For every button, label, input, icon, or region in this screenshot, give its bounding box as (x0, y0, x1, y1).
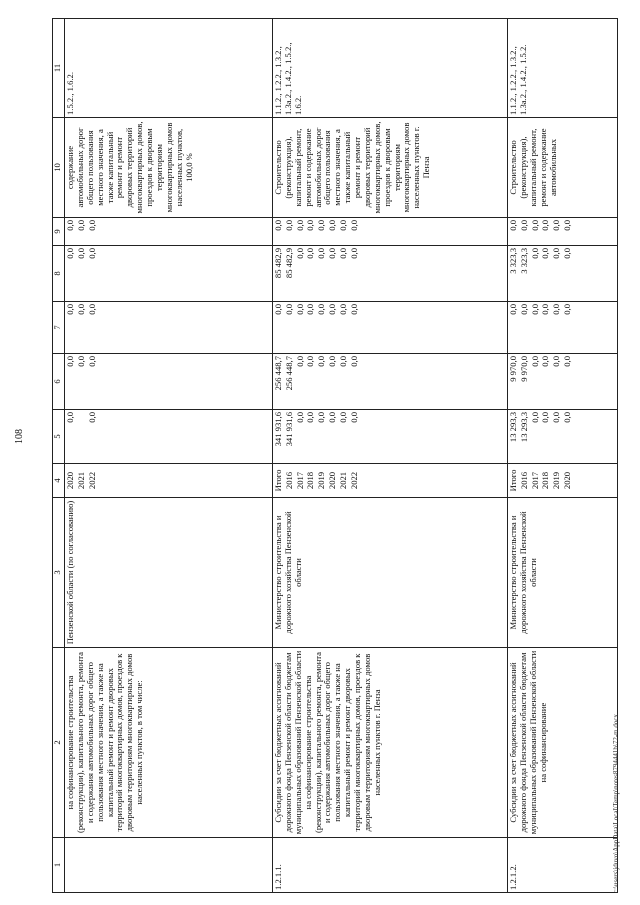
cell-result: Строительство (реконструкция), капитальный ремонт, ремонт и содержание автомобильных дорог общего пользования местного значения, а также капитальный ремонт и ремонт дворовых территорий многоквартирных домов, проездов к дворовым территориям многоквартирных домов населенных пунктов г. Пенза (273, 118, 508, 218)
cell-executor: Пензенской области (по согласованию) (65, 498, 273, 648)
cell-result: Строительство (реконструкция), капитальный ремонт, ремонт и содержание автомобильных (508, 118, 618, 218)
cell-description: Субсидии за счет бюджетных ассигнований дорожного фонда Пензенской области бюджетам муниципальных образований Пензенской области на софинансирование строительства (реконструкции), капитального ремонта, ремонта и содержания автомобильных дорог общего пользования местного значения, а также на капитальный ремонт и ремонт дворовых территорий многоквартирных домов, проездов к дворовым территориям многоквартирных домов населенных пунктов г. Пенза (273, 648, 508, 838)
cell-regional: 256 448,7 256 448,7 0,0 0,0 0,0 0,0 0,0 0,0 (273, 354, 508, 410)
col-header: 6 (53, 354, 65, 410)
cell-other: 0,0 0,0 0,0 0,0 0,0 0,0 (508, 218, 618, 246)
cell-number: 1.2.1.2. (508, 838, 618, 893)
col-header: 9 (53, 218, 65, 246)
cell-local: 3 323,3 3 323,3 0,0 0,0 0,0 0,0 (508, 246, 618, 302)
col-header: 4 (53, 464, 65, 498)
cell-executor: Министерство строительства и дорожного хозяйства Пензенской области (273, 498, 508, 648)
cell-federal: 0,0 0,0 0,0 0,0 0,0 0,0 (508, 302, 618, 354)
cell-executor: Министерство строительства и дорожного хозяйства Пензенской области (508, 498, 618, 648)
cell-description: на софинансирование строительства (реконструкции), капитального ремонта, ремонта и содержания автомобильных дорог общего пользования местного значения, а также на капитальный ремонт и ремонт дворовых территорий многоквартирных домов, проездов к дворовым территориям многоквартирных домов населенных пунктов, в том числе: (65, 648, 273, 838)
cell-indicators: 1.5.2., 1.6.2. (65, 19, 273, 118)
cell-federal: 0,0 0,0 0,0 (65, 302, 273, 354)
table-row (508, 19, 618, 893)
cell-indicators: 1.1.2., 1.2.2., 1.3.2., 1.3а.2., 1.4.2., 1.5.2. (508, 19, 618, 118)
program-table (52, 18, 618, 893)
col-header: 5 (53, 410, 65, 464)
cell-description: Субсидии за счет бюджетных ассигнований дорожного фонда Пензенской области бюджетам муниципальных образований Пензенской области на софинансирование (508, 648, 618, 838)
document-table-rotated (52, 18, 622, 893)
cell-other: 0,0 0,0 0,0 0,0 0,0 0,0 0,0 0,0 (273, 218, 508, 246)
cell-total: 0,0 0,0 (65, 410, 273, 464)
col-header: 3 (53, 498, 65, 648)
cell-number (65, 838, 273, 893)
cell-federal: 0,0 0,0 0,0 0,0 0,0 0,0 0,0 0,0 (273, 302, 508, 354)
table-row (65, 19, 273, 893)
cell-number: 1.2.1.1. (273, 838, 508, 893)
col-header: 2 (53, 648, 65, 838)
cell-years: 2020 2021 2022 (65, 464, 273, 498)
file-path-footer: c:\users\jduvo\AppData\Local\Temp\notes8794441b\72-m.docx (612, 714, 620, 893)
header-row (53, 19, 65, 893)
col-header: 8 (53, 246, 65, 302)
cell-total: 13 293,3 13 293,3 0,0 0,0 0,0 0,0 (508, 410, 618, 464)
cell-years: Итого 2016 2017 2018 2019 2020 (508, 464, 618, 498)
cell-local: 85 482,9 85 482,9 0,0 0,0 0,0 0,0 0,0 0,0 (273, 246, 508, 302)
col-header: 11 (53, 19, 65, 118)
cell-regional: 0,0 0,0 0,0 (65, 354, 273, 410)
cell-local: 0,0 0,0 0,0 (65, 246, 273, 302)
col-header: 7 (53, 302, 65, 354)
col-header: 10 (53, 118, 65, 218)
cell-total: 341 931,6 341 931,6 0,0 0,0 0,0 0,0 0,0 0,0 (273, 410, 508, 464)
page-number: 108 (14, 429, 25, 444)
cell-years: Итого 2016 2017 2018 2019 2020 2021 2022 (273, 464, 508, 498)
table-row (273, 19, 508, 893)
cell-regional: 9 970,0 9 970,0 0,0 0,0 0,0 0,0 (508, 354, 618, 410)
cell-result: содержание автомобильных дорог общего пользования местного значения, а также капитальный ремонт и ремонт дворовых территорий многоквартирных домов, проездов к дворовым территориям многоквартирных домов населенных пунктов, 100,0 % (65, 118, 273, 218)
cell-other: 0,0 0,0 0,0 (65, 218, 273, 246)
cell-indicators: 1.1.2., 1.2.2., 1.3.2., 1.3а.2., 1.4.2., 1.5.2., 1.6.2. (273, 19, 508, 118)
col-header: 1 (53, 838, 65, 893)
